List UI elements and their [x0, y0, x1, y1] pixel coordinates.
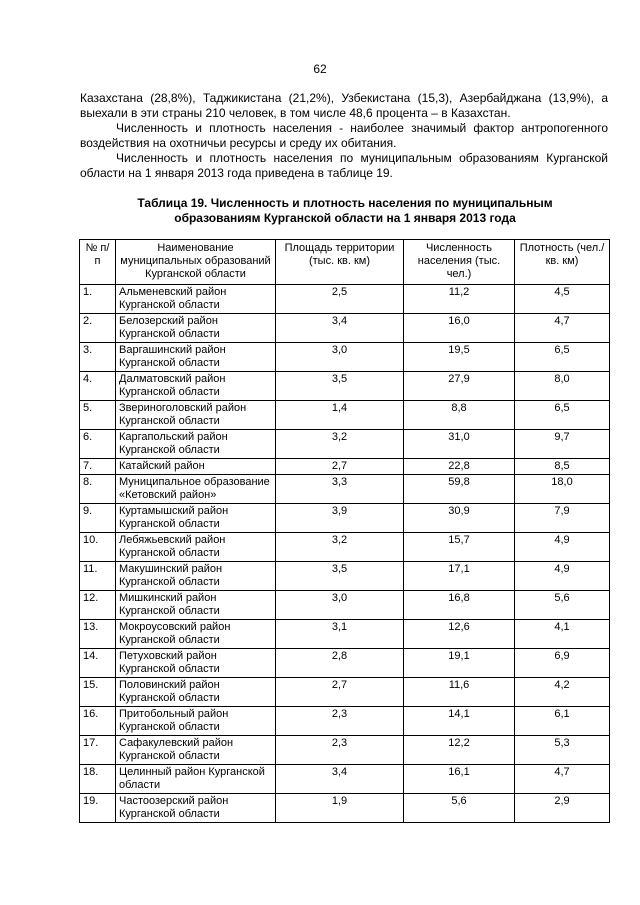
area-value: 3,5	[276, 562, 404, 591]
row-number: 11.	[80, 562, 116, 591]
row-number: 8.	[80, 475, 116, 504]
area-value: 3,0	[276, 343, 404, 372]
population-value: 12,6	[404, 620, 515, 649]
page-number: 62	[313, 62, 327, 76]
density-value: 9,7	[515, 430, 610, 459]
row-number: 15.	[80, 678, 116, 707]
density-value: 8,0	[515, 372, 610, 401]
header-area: Площадь территории (тыс. кв. км)	[276, 240, 404, 285]
area-value: 2,3	[276, 736, 404, 765]
municipality-name: Далматовский район Курганской области	[116, 372, 276, 401]
municipality-name: Сафакулевский район Курганской области	[116, 736, 276, 765]
intro-paragraph: Численность и плотность населения по муниципальным образованиям Курганской области на 1 января 2013 года приведена в таблице 19.	[80, 151, 608, 180]
municipality-name: Лебяжьевский район Курганской области	[116, 533, 276, 562]
table-body	[80, 285, 610, 823]
density-value: 4,2	[515, 678, 610, 707]
municipality-name: Мишкинский район Курганской области	[116, 591, 276, 620]
row-number: 18.	[80, 765, 116, 794]
population-value: 59,8	[404, 475, 515, 504]
row-number: 13.	[80, 620, 116, 649]
municipality-name: Альменевский район Курганской области	[116, 285, 276, 314]
area-value: 2,7	[276, 678, 404, 707]
row-number: 12.	[80, 591, 116, 620]
population-value: 15,7	[404, 533, 515, 562]
density-value: 4,7	[515, 765, 610, 794]
row-number: 10.	[80, 533, 116, 562]
row-number: 3.	[80, 343, 116, 372]
density-value: 5,6	[515, 591, 610, 620]
municipality-name: Притобольный район Курганской области	[116, 707, 276, 736]
area-value: 3,4	[276, 765, 404, 794]
intro-text	[80, 91, 608, 181]
population-value: 12,2	[404, 736, 515, 765]
population-value: 19,1	[404, 649, 515, 678]
population-value: 16,8	[404, 591, 515, 620]
area-value: 2,7	[276, 459, 404, 475]
row-number: 16.	[80, 707, 116, 736]
area-value: 1,4	[276, 401, 404, 430]
row-number: 9.	[80, 504, 116, 533]
header-name: Наименование муниципальных образований Курганской области	[116, 240, 276, 285]
table-row	[80, 765, 610, 794]
area-value: 2,3	[276, 707, 404, 736]
municipality-name: Мокроусовский район Курганской области	[116, 620, 276, 649]
table-row	[80, 707, 610, 736]
density-value: 4,5	[515, 285, 610, 314]
header-density: Плотность (чел./кв. км)	[515, 240, 610, 285]
municipality-name: Каргапольский район Курганской области	[116, 430, 276, 459]
table-row	[80, 401, 610, 430]
area-value: 3,4	[276, 314, 404, 343]
municipality-name: Частоозерский район Курганской области	[116, 794, 276, 823]
table-row	[80, 504, 610, 533]
density-value: 4,9	[515, 533, 610, 562]
table-row	[80, 475, 610, 504]
table-header-row	[80, 240, 610, 285]
area-value: 3,9	[276, 504, 404, 533]
table-row	[80, 372, 610, 401]
table-row	[80, 459, 610, 475]
population-value: 16,1	[404, 765, 515, 794]
area-value: 3,5	[276, 372, 404, 401]
population-value: 30,9	[404, 504, 515, 533]
table-row	[80, 591, 610, 620]
table-title: Таблица 19. Численность и плотность населения по муниципальным образованиям Курганской области на 1 января 2013 года	[137, 196, 553, 225]
population-value: 17,1	[404, 562, 515, 591]
density-value: 4,7	[515, 314, 610, 343]
row-number: 4.	[80, 372, 116, 401]
row-number: 7.	[80, 459, 116, 475]
table-row	[80, 562, 610, 591]
area-value: 3,2	[276, 533, 404, 562]
density-value: 6,5	[515, 401, 610, 430]
area-value: 1,9	[276, 794, 404, 823]
table-row	[80, 620, 610, 649]
population-value: 11,6	[404, 678, 515, 707]
density-value: 7,9	[515, 504, 610, 533]
row-number: 2.	[80, 314, 116, 343]
header-population: Численность населения (тыс. чел.)	[404, 240, 515, 285]
density-value: 4,1	[515, 620, 610, 649]
density-value: 18,0	[515, 475, 610, 504]
density-value: 2,9	[515, 794, 610, 823]
density-value: 4,9	[515, 562, 610, 591]
row-number: 5.	[80, 401, 116, 430]
density-value: 6,5	[515, 343, 610, 372]
table-row	[80, 794, 610, 823]
municipality-name: Варгашинский район Курганской области	[116, 343, 276, 372]
population-value: 31,0	[404, 430, 515, 459]
municipality-name: Петуховский район Курганской области	[116, 649, 276, 678]
table-row	[80, 314, 610, 343]
population-value: 14,1	[404, 707, 515, 736]
density-value: 8,5	[515, 459, 610, 475]
area-value: 2,8	[276, 649, 404, 678]
row-number: 1.	[80, 285, 116, 314]
municipality-name: Половинский район Курганской области	[116, 678, 276, 707]
population-value: 16,0	[404, 314, 515, 343]
municipality-name: Целинный район Курганской области	[116, 765, 276, 794]
municipality-name: Муниципальное образование «Кетовский район»	[116, 475, 276, 504]
table-row	[80, 430, 610, 459]
population-value: 8,8	[404, 401, 515, 430]
area-value: 2,5	[276, 285, 404, 314]
population-table	[79, 239, 610, 823]
density-value: 5,3	[515, 736, 610, 765]
population-value: 11,2	[404, 285, 515, 314]
row-number: 6.	[80, 430, 116, 459]
density-value: 6,1	[515, 707, 610, 736]
row-number: 19.	[80, 794, 116, 823]
table-row	[80, 649, 610, 678]
header-num: № п/п	[80, 240, 116, 285]
intro-paragraph: Казахстана (28,8%), Таджикистана (21,2%), Узбекистана (15,3), Азербайджана (13,9%), а выехали в эти страны 210 человек, в том числе 48,6 процента – в Казахстан.	[80, 91, 608, 120]
area-value: 3,1	[276, 620, 404, 649]
population-value: 5,6	[404, 794, 515, 823]
table-row	[80, 678, 610, 707]
row-number: 14.	[80, 649, 116, 678]
table-row	[80, 533, 610, 562]
population-value: 27,9	[404, 372, 515, 401]
municipality-name: Макушинский район Курганской области	[116, 562, 276, 591]
row-number: 17.	[80, 736, 116, 765]
municipality-name: Белозерский район Курганской области	[116, 314, 276, 343]
area-value: 3,2	[276, 430, 404, 459]
population-value: 22,8	[404, 459, 515, 475]
density-value: 6,9	[515, 649, 610, 678]
population-value: 19,5	[404, 343, 515, 372]
intro-paragraph: Численность и плотность населения - наиболее значимый фактор антропогенного воздействия на охотничьи ресурсы и среду их обитания.	[80, 121, 608, 150]
municipality-name: Куртамышский район Курганской области	[116, 504, 276, 533]
municipality-name: Звериноголовский район Курганской области	[116, 401, 276, 430]
area-value: 3,0	[276, 591, 404, 620]
table-row	[80, 285, 610, 314]
table-row	[80, 736, 610, 765]
table-row	[80, 343, 610, 372]
area-value: 3,3	[276, 475, 404, 504]
municipality-name: Катайский район	[116, 459, 276, 475]
